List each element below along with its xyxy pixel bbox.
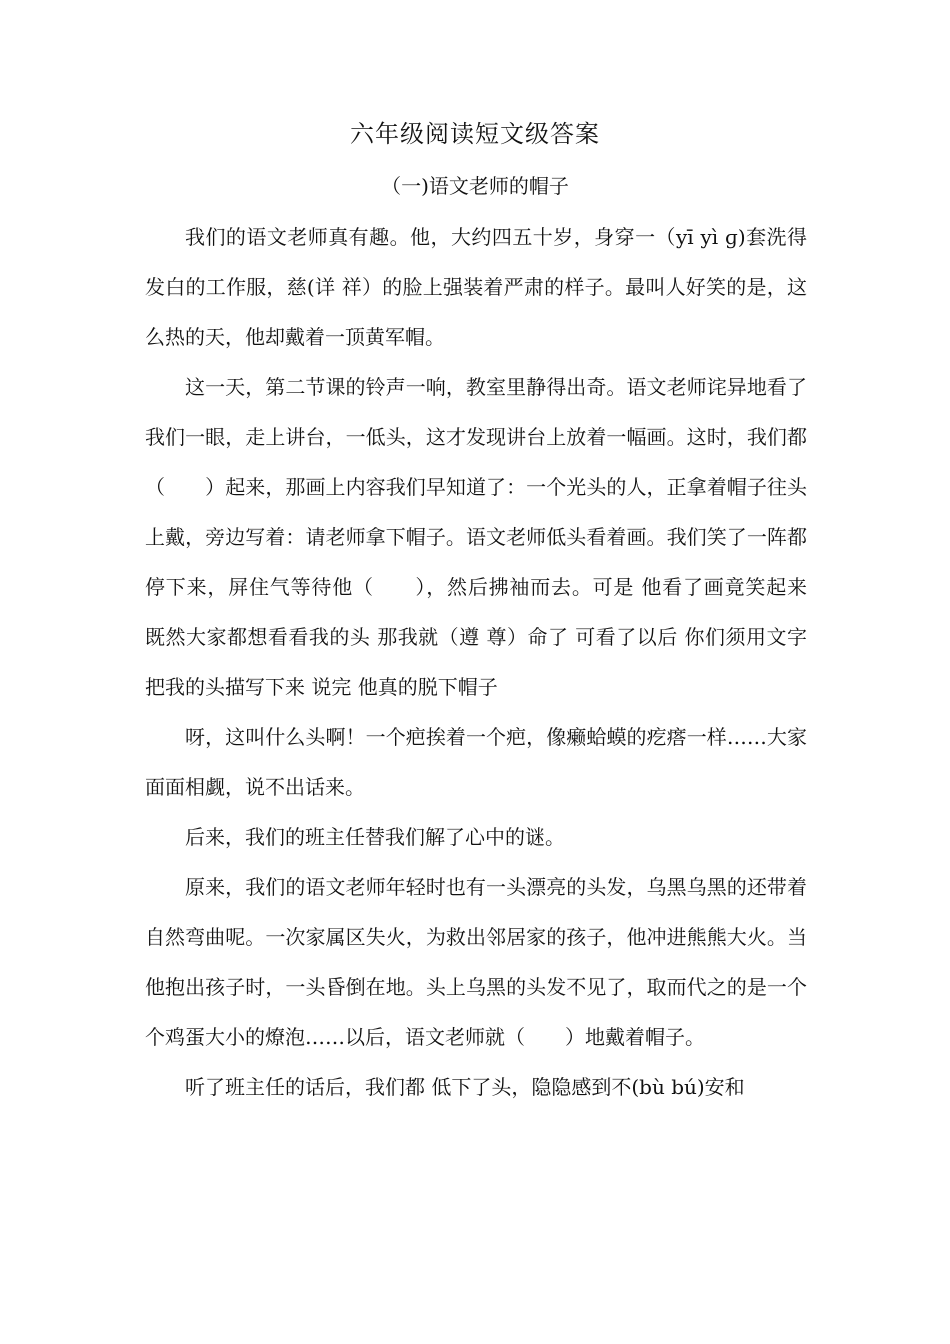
paragraph-3: 呀，这叫什么头啊！一个疤挨着一个疤，像癞蛤蟆的疙瘩一样……大家面面相觑，说不出话来。 (145, 725, 807, 799)
paragraph-2: 这一天，第二节课的铃声一响，教室里静得出奇。语文老师诧异地看了我们一眼，走上讲台，一低头，这才发现讲台上放着一幅画。这时，我们都（ ）起来，那画上内容我们早知道了：一个光头的人，正拿着帽子往头上戴，旁边写着：请老师拿下帽子。语文老师低头看着画。我们笑了一阵都停下来，屏住气等待他（ ），然后拂袖而去。可是 他看了画竟笑起来 既然大家都想看看我的头 那我就（遵 尊）命了 可看了以后 你们须用文字把我的头描写下来 说完 他真的脱下帽子 (145, 375, 807, 699)
paragraph-4: 后来，我们的班主任替我们解了心中的谜。 (185, 825, 565, 849)
paragraph-6: 听了班主任的话后，我们都 低下了头，隐隐感到不(bù bú)安和 (185, 1075, 745, 1099)
document-body (145, 212, 807, 1112)
document-subtitle: （一)语文老师的帽子 (381, 174, 569, 198)
paragraph-5: 原来，我们的语文老师年轻时也有一头漂亮的头发，乌黑乌黑的还带着自然弯曲呢。一次家属区失火，为救出邻居家的孩子，他冲进熊熊大火。当他抱出孩子时，一头昏倒在地。头上乌黑的头发不见了，取而代之的是一个个鸡蛋大小的燎泡……以后，语文老师就（ ）地戴着帽子。 (145, 875, 807, 1049)
document-title: 六年级阅读短文级答案 (350, 120, 600, 148)
paragraph-1: 我们的语文老师真有趣。他，大约四五十岁，身穿一（yī yì ɡ)套洗得发白的工作服，慈(详 祥）的脸上强装着严肃的样子。最叫人好笑的是，这么热的天，他却戴着一顶黄军帽。 (145, 225, 807, 349)
